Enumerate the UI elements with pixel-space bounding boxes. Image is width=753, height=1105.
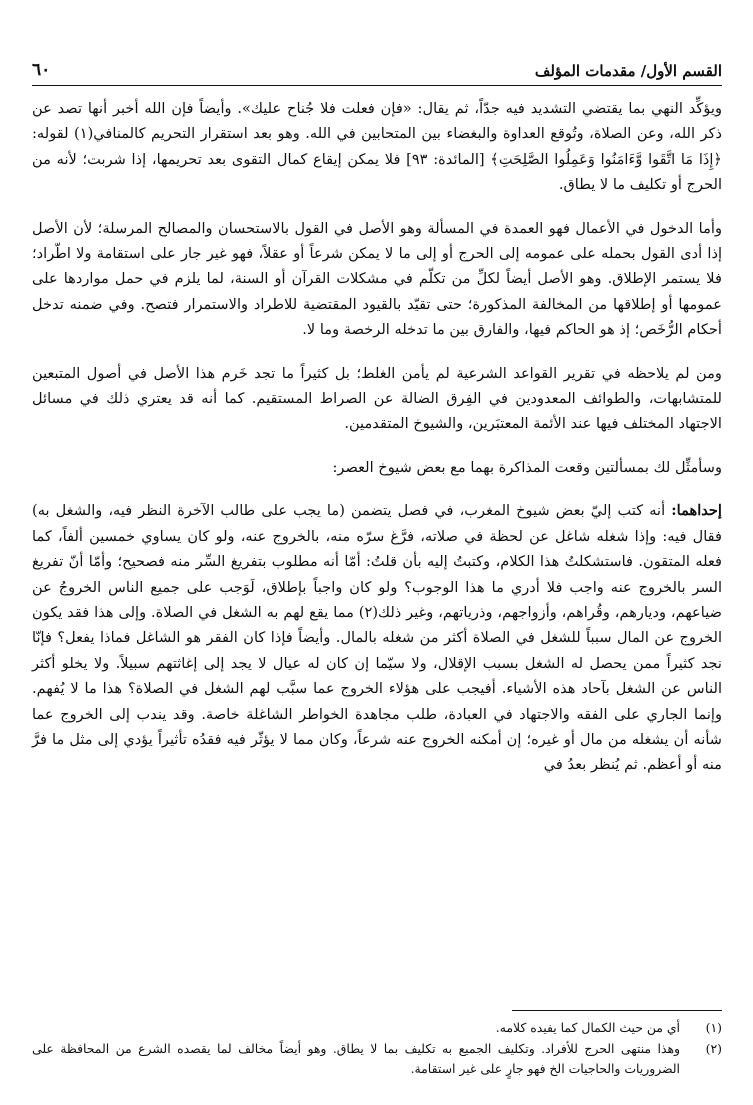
- paragraph-3: ومن لم يلاحظه في تقرير القواعد الشرعية لم يأمن الغلط؛ بل كثيراً ما تجد خَرم هذا الأصل في أصول المتبعين للمتشابهات، والطوائف المعدودين في الفِرق الضالة عن الصراط المستقيم. كما أنه قد يعتري ذلك في مسائل الاجتهاد المختلف فيها عند الأئمة المعتبَرين، والشيوخ المتقدمين.: [32, 364, 722, 433]
- footnote-text: أي من حيث الكمال كما يفيده كلامه.: [495, 1020, 680, 1035]
- footnote-text: وهذا منتهى الحرج للأفراد. وتكليف الجميع به تكليف بما لا يطاق. وهو أيضاً مخالف لما يقصده الشرع من المحافظة على الضروريات والحاجيات الخ فهو جارٍ على غير استقامة.: [32, 1041, 680, 1076]
- paragraph-5-lead: إحداهما:: [671, 502, 722, 520]
- paragraph-5-text: أنه كتب إليّ بعض شيوخ المغرب، في فصل يتضمن (ما يجب على طالب الآخرة النظر فيه، والشغل به) فقال فيه: وإذا شغله شاغل عن لحظة في صلاته، فرَّغ سرّه منه، بالخروج عنه، ولو كان يساوي خمسين ألفاً، كما فعله المتقون. فاستشكلتُ هذا الكلام، وكتبتُ إليه بأن قلتُ: أمّا أنه مطلوب بتفريغ السِّر منه فصحيح؛ وأمّا أنّ تفريغ السر بالخروج عنه واجب فلا أدري ما هذا الوجوب؟ ولو كان واجباً بإطلاق، لَوَجب على جميع الناس الخروجُ عن ضياعهم، وديارهم، وقُراهم، وأزواجهم، وذرياتهم، وغير ذلك(٢) مما يقع لهم به الشغل في الصلاة. وإلى هذا فقد يكون الخروج عن المال سبباً للشغل في الصلاة أكثر من شغله بالمال. وأيضاً فإذا كان الفقر هو الشاغل فماذا يفعل؟ فإنّا نجد كثيراً ممن يحصل له الشغل بسبب الإقلال، ولا سيّما إن كان له عيال لا يجد إلى إغاثتهم سبيلاً. ولا يخلو أكثر الناس عن الشغل بآحاد هذه الأشياء. أفيجب على هؤلاء الخروج عما سبَّب لهم الشغل في الصلاة؟ هذا ما لا يُفهم. وإنما الجاري على الفقه والاجتهاد في العبادة، طلب مجاهدة الخواطر الشاغلة خاصة. وقد يندب إلى الخروج عما شأنه أن يشغله من مال أو غيره؛ إن أمكنه الخروج عنه شرعاً، وكان مما لا يؤثّر فيه فقدُه تأثيراً يؤدي إلى مثل ما فرَّ منه أو أعظم. ثم يُنظر بعدُ في: [32, 502, 723, 774]
- paragraph-4: وسأمثِّل لك بمسألتين وقعت المذاكرة بهما مع بعض شيوخ العصر:: [332, 458, 722, 476]
- footnote-1: [32, 1018, 722, 1038]
- paragraph-2: وأما الدخول في الأعمال فهو العمدة في المسألة وهو الأصل في القول بالاستحسان والمصالح المرسلة؛ لأن الأصل إذا أدى القول بحمله على عمومه إلى الحرج أو إلى ما لا يمكن شرعاً أو عقلاً، فهو غير جار على استقامة ولا اطّراد؛ فلا يستمر الإطلاق. وهو الأصل أيضاً لكلِّ من تكلّم في مشكلات القرآن أو السنة، لما يلزم في حمل مواردها على عمومها أو إطلاقها من المخالفة المذكورة؛ حتى تقيّد بالقيود المقتضية للاطراد والاستمرار فتصح. وفي ضمنه تدخل أحكام الرُّخَص؛ إذ هو الحاكم فيها، والفارق بين ما تدخله الرخصة وما لا.: [32, 219, 722, 339]
- footnote-separator: [512, 1010, 722, 1011]
- paragraph-5: [32, 498, 722, 777]
- paragraph-1: ويؤكِّد النهي بما يقتضي التشديد فيه جدّاً، ثم يقال: «فإن فعلت فلا جُناح عليك». وأيضاً فإن الله أخبر أنها تصد عن ذكر الله، وعن الصلاة، وتُوقع العداوة والبغضاء بين المتحابين في الله. وهو بعد استقرار التحريم كالمنافي(١) لقوله: ﴿إِذَا مَا اتَّقَوا وَّءَامَنُوا وَعَمِلُوا الصَّلِحَتِ﴾ [المائدة: ٩٣] فلا يمكن إيقاع كمال التقوى بعد تحريمها، إذا شربت؛ لأنه من الحرج أو تكليف ما لا يطاق.: [32, 100, 722, 194]
- page: [32, 60, 722, 796]
- page-header: [32, 60, 722, 86]
- footnote-2: [32, 1039, 722, 1079]
- footnotes: [32, 1018, 722, 1080]
- main-text: [32, 96, 722, 778]
- running-title: القسم الأول/ مقدمات المؤلف: [534, 62, 722, 80]
- footnote-number: (٢): [705, 1041, 722, 1056]
- footnote-number: (١): [705, 1020, 722, 1035]
- page-number: ٦٠: [32, 60, 51, 80]
